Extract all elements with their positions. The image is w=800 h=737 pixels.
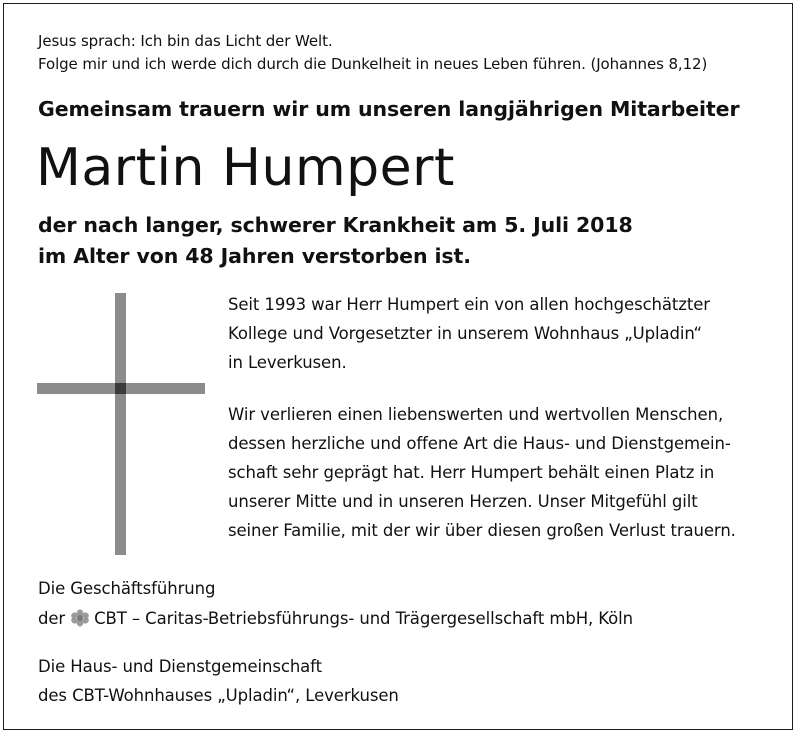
death-notice-line-2: im Alter von 48 Jahren verstorben ist. xyxy=(38,244,471,268)
paragraph-line: schaft sehr geprägt hat. Herr Humpert behält einen Platz in xyxy=(228,463,715,482)
signature-prefix: der xyxy=(38,609,66,628)
death-notice-line-1: der nach langer, schwerer Krankheit am 5. Juli 2018 xyxy=(38,213,633,237)
signature-line: Die Haus- und Dienstgemeinschaft xyxy=(38,657,322,676)
paragraph-line: Kollege und Vorgesetzter in unserem Wohnhaus „Upladin“ xyxy=(228,324,702,343)
caritas-flower-icon xyxy=(69,609,91,627)
paragraph-line: dessen herzliche und offene Art die Haus- und Dienstgemein- xyxy=(228,434,731,453)
cross-icon xyxy=(37,293,205,555)
signature-line: Die Geschäftsführung xyxy=(38,579,216,598)
bible-quote-line-1: Jesus sprach: Ich bin das Licht der Welt. xyxy=(38,32,333,50)
paragraph-line: unserer Mitte und in unseren Herzen. Unser Mitgefühl gilt xyxy=(228,492,698,511)
signature-org-line xyxy=(38,604,633,633)
cross-center xyxy=(115,383,126,394)
paragraph-line: seiner Familie, mit der wir über diesen großen Verlust trauern. xyxy=(228,521,736,540)
intro-heading: Gemeinsam trauern wir um unseren langjährigen Mitarbeiter xyxy=(38,97,740,121)
cross-vertical-bar xyxy=(115,293,126,555)
deceased-name: Martin Humpert xyxy=(36,138,455,198)
paragraph-line: Seit 1993 war Herr Humpert ein von allen hochgeschätzter xyxy=(228,295,710,314)
signature-line: des CBT-Wohnhauses „Upladin“, Leverkusen xyxy=(38,686,399,705)
signature-organization: CBT – Caritas-Betriebsführungs- und Trägergesellschaft mbH, Köln xyxy=(94,609,634,628)
bible-quote-line-2: Folge mir und ich werde dich durch die Dunkelheit in neues Leben führen. (Johannes 8,12) xyxy=(38,55,708,73)
paragraph-line: in Leverkusen. xyxy=(228,353,347,372)
paragraph-line: Wir verlieren einen liebenswerten und wertvollen Menschen, xyxy=(228,405,724,424)
